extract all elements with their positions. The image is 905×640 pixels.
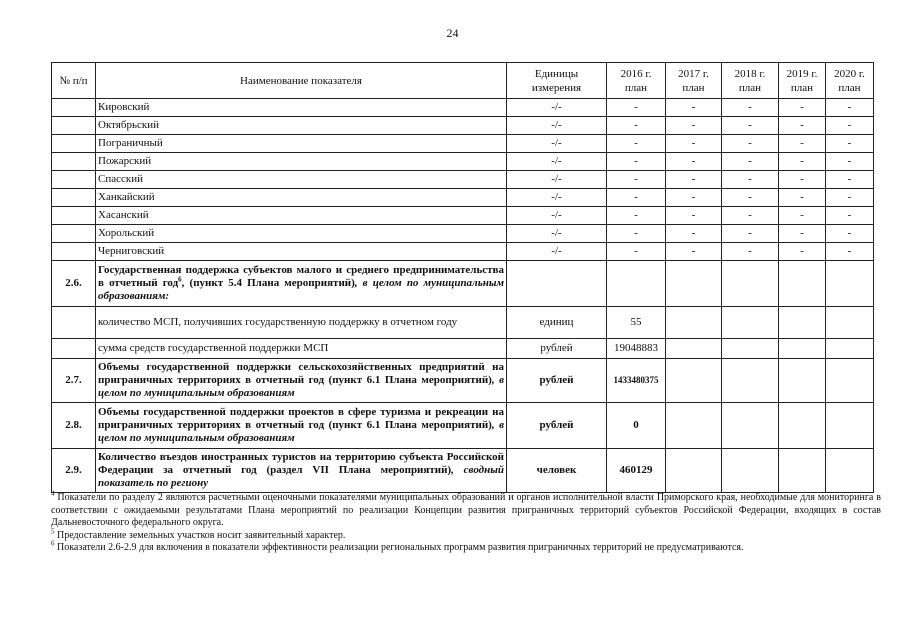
header-year-2017: 2017 г. план: [666, 63, 722, 99]
row-number: [52, 189, 96, 207]
value-cell: -: [607, 189, 666, 207]
unit-cell: единиц: [507, 307, 607, 339]
value-cell: -: [722, 153, 779, 171]
value-cell: -: [666, 117, 722, 135]
district-name: Ханкайский: [96, 189, 507, 207]
row-number: 2.8.: [52, 403, 96, 449]
row-number: 2.7.: [52, 359, 96, 403]
footnote: [51, 489, 881, 530]
unit-cell: рублей: [507, 359, 607, 403]
value-cell: -: [826, 153, 874, 171]
unit-cell: -/-: [507, 153, 607, 171]
table-row-2-7: [52, 359, 874, 403]
indicator-name: Объемы государственной поддержки проектов в сфере туризма и рекреации на приграничных территориях в отчетный год (пункт 6.1 Плана мероприятий), в целом по муниципальным образованиям: [96, 403, 507, 449]
value-cell: -: [779, 189, 826, 207]
footnote-mark: 5: [51, 527, 55, 536]
table-row: [52, 117, 874, 135]
table-header-row: [52, 63, 874, 99]
value-cell: -: [826, 243, 874, 261]
district-name: Пожарский: [96, 153, 507, 171]
indicator-name: Государственная поддержка субъектов малого и среднего предпринимательства в отчетный год$^6$, (пункт 5.4 Плана мероприятий), в целом по муниципальным образованиям:: [96, 261, 507, 307]
value-cell: -: [607, 243, 666, 261]
unit-cell: -/-: [507, 225, 607, 243]
value-cell: -: [722, 117, 779, 135]
value-cell: -: [779, 243, 826, 261]
unit-cell: рублей: [507, 403, 607, 449]
unit-cell: рублей: [507, 339, 607, 359]
value-2016: 55: [607, 307, 666, 339]
value-cell: -: [722, 171, 779, 189]
unit-cell: -/-: [507, 243, 607, 261]
district-rows: [52, 99, 874, 261]
header-year-2019: 2019 г. план: [779, 63, 826, 99]
page-number: 24: [446, 26, 459, 40]
district-name: Октябрьский: [96, 117, 507, 135]
value-cell: -: [607, 117, 666, 135]
row-number: 2.6.: [52, 261, 96, 307]
indicator-name: Объемы государственной поддержки сельскохозяйственных предприятий на приграничных территориях в отчетный год (пункт 6.1 Плана мероприятий), в целом по муниципальным образованиям: [96, 359, 507, 403]
district-name: Хасанский: [96, 207, 507, 225]
table-row: [52, 99, 874, 117]
unit-cell: -/-: [507, 207, 607, 225]
value-cell: -: [826, 207, 874, 225]
value-cell: -: [607, 135, 666, 153]
district-name: Спасский: [96, 171, 507, 189]
row-number: [52, 171, 96, 189]
value-2016: 1433480375: [607, 359, 666, 403]
district-name: Черниговский: [96, 243, 507, 261]
footnote-text: Показатели по разделу 2 являются расчетными оценочными показателями муниципальных образований и органов исполнительной власти Приморского края, необходимые для мониторинга в соответствии с ожидаемыми результатами Плана мероприятий по реализации Концепции развития приграничных территорий субъектов Российской Федерации, входящих в состав Дальневосточного федерального округа.: [51, 492, 881, 528]
row-number: [52, 207, 96, 225]
table-row: [52, 135, 874, 153]
table-row: [52, 207, 874, 225]
value-cell: -: [666, 189, 722, 207]
table-row: [52, 171, 874, 189]
table-row: [52, 243, 874, 261]
value-cell: -: [779, 207, 826, 225]
row-number: [52, 243, 96, 261]
value-cell: -: [722, 225, 779, 243]
footnote-mark: 6: [51, 539, 55, 548]
header-year-2020: 2020 г. план: [826, 63, 874, 99]
footnotes: [51, 489, 881, 555]
value-cell: -: [779, 99, 826, 117]
table-row-2-6: [52, 261, 874, 307]
footnote: [51, 539, 881, 555]
row-number: [52, 225, 96, 243]
district-name: Пограничный: [96, 135, 507, 153]
row-number: 2.9.: [52, 449, 96, 493]
indicator-name: сумма средств государственной поддержки МСП: [96, 339, 507, 359]
value-cell: -: [607, 207, 666, 225]
unit-cell: -/-: [507, 171, 607, 189]
header-num: № п/п: [52, 63, 96, 99]
value-cell: -: [826, 117, 874, 135]
unit-cell: человек: [507, 449, 607, 493]
indicator-name: количество МСП, получивших государственную поддержку в отчетном году: [96, 307, 507, 339]
value-cell: -: [779, 117, 826, 135]
value-2016: 19048883: [607, 339, 666, 359]
header-unit: Единицы измерения: [507, 63, 607, 99]
value-cell: -: [666, 153, 722, 171]
unit-cell: -/-: [507, 99, 607, 117]
value-cell: -: [666, 171, 722, 189]
value-cell: -: [666, 99, 722, 117]
value-cell: -: [607, 171, 666, 189]
table-row-2-6-sub2: [52, 339, 874, 359]
header-name: Наименование показателя: [96, 63, 507, 99]
table-row-2-9: [52, 449, 874, 493]
footnote: [51, 527, 881, 543]
value-cell: -: [779, 171, 826, 189]
value-cell: -: [607, 99, 666, 117]
value-cell: -: [826, 171, 874, 189]
row-number: [52, 117, 96, 135]
value-cell: -: [826, 225, 874, 243]
value-cell: -: [722, 189, 779, 207]
row-number: [52, 135, 96, 153]
value-cell: -: [666, 207, 722, 225]
row-number: [52, 153, 96, 171]
value-cell: -: [666, 225, 722, 243]
indicators-table: [51, 62, 874, 493]
value-cell: -: [826, 189, 874, 207]
row-number: [52, 99, 96, 117]
footnote-text: Показатели 2.6-2.9 для включения в показатели эффективности реализации региональных программ развития приграничных территорий не предусматриваются.: [54, 542, 744, 553]
unit-cell: -/-: [507, 189, 607, 207]
unit-cell: -/-: [507, 117, 607, 135]
value-cell: -: [779, 135, 826, 153]
footnote-text: Предоставление земельных участков носит заявительный характер.: [54, 529, 346, 541]
header-year-2018: 2018 г. план: [722, 63, 779, 99]
table-row-2-8: [52, 403, 874, 449]
table-row: [52, 153, 874, 171]
value-2016: 460129: [607, 449, 666, 493]
value-cell: -: [722, 207, 779, 225]
district-name: Хорольский: [96, 225, 507, 243]
value-cell: -: [779, 225, 826, 243]
value-cell: -: [722, 135, 779, 153]
value-cell: -: [666, 135, 722, 153]
value-cell: -: [607, 153, 666, 171]
value-cell: -: [722, 99, 779, 117]
value-cell: -: [779, 153, 826, 171]
header-year-2016: 2016 г. план: [607, 63, 666, 99]
value-cell: -: [607, 225, 666, 243]
footnote-mark: 4: [51, 489, 55, 498]
table-row: [52, 189, 874, 207]
table-row: [52, 225, 874, 243]
value-cell: -: [722, 243, 779, 261]
district-name: Кировский: [96, 99, 507, 117]
value-cell: -: [666, 243, 722, 261]
indicator-name: Количество въездов иностранных туристов на территорию субъекта Российской Федерации за отчетный год (раздел VII Плана мероприятий), сводный показатель по региону: [96, 449, 507, 493]
value-2016: 0: [607, 403, 666, 449]
unit-cell: -/-: [507, 135, 607, 153]
value-cell: -: [826, 99, 874, 117]
value-cell: -: [826, 135, 874, 153]
table-row-2-6-sub1: [52, 307, 874, 339]
